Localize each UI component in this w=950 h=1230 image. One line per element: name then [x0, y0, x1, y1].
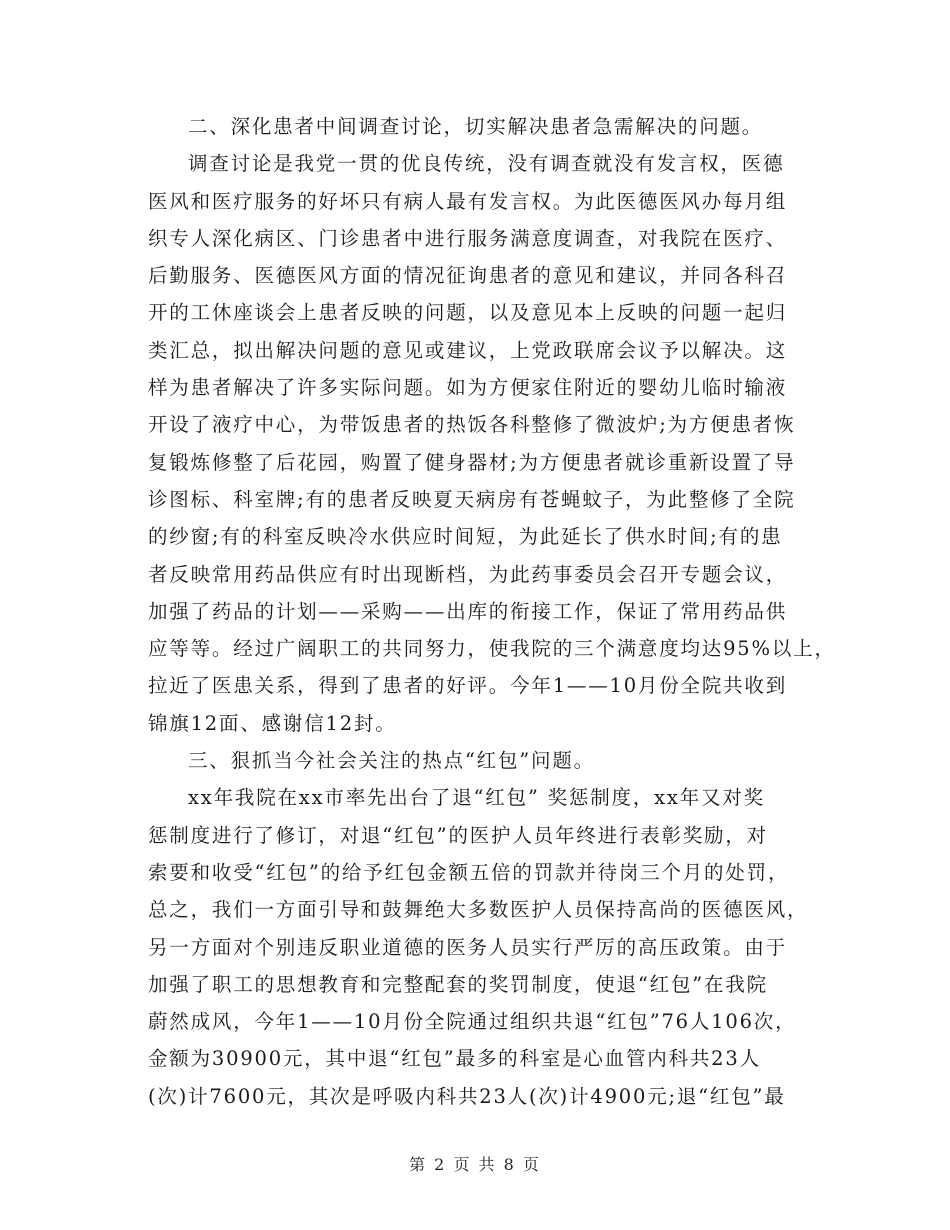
paragraph-line: 开的工休座谈会上患者反映的问题，以及意见本上反映的问题一起归 [148, 301, 788, 325]
section-heading-3: 三、狠抓当今社会关注的热点“红包”问题。 [188, 749, 595, 773]
section-heading-2: 二、深化患者中间调查讨论，切实解决患者急需解决的问题。 [188, 115, 764, 138]
paragraph-line: 总之，我们一方面引导和鼓舞绝大多数医护人员保持高尚的医德医风， [148, 898, 809, 922]
paragraph-line: 者反映常用药品供应有时出现断档，为此药事委员会召开专题会议， [148, 562, 788, 586]
paragraph-line: 类汇总，拟出解决问题的意见或建议，上党政联席会议予以解决。这 [148, 338, 788, 362]
paragraph-line: 诊图标、科室牌;有的患者反映夏天病房有苍蝇蚊子，为此整修了全院 [148, 487, 796, 511]
paragraph-line: 样为患者解决了许多实际问题。如为方便家住附近的婴幼儿临时输液 [148, 376, 788, 400]
paragraph-line: 拉近了医患关系，得到了患者的好评。今年1——10月份全院共收到 [148, 674, 788, 698]
paragraph-line: 锦旗12面、感谢信12封。 [148, 711, 397, 735]
paragraph-line: 加强了职工的思想教育和完整配套的奖罚制度，使退“红包”在我院 [148, 972, 768, 996]
paragraph-line: xx年我院在xx市率先出台了退“红包” 奖惩制度，xx年又对奖 [188, 786, 765, 810]
page-number-footer: 第 2 页 共 8 页 [409, 1155, 541, 1174]
paragraph-line: 复锻炼修整了后花园，购置了健身器材;为方便患者就诊重新设置了导 [148, 450, 796, 474]
paragraph-line: 织专人深化病区、门诊患者中进行服务满意度调查，对我院在医疗、 [148, 226, 788, 250]
paragraph-line: 调查讨论是我党一贯的优良传统，没有调查就没有发言权，医德 [188, 152, 785, 176]
paragraph-line: 惩制度进行了修订，对退“红包”的医护人员年终进行表彰奖励，对 [148, 823, 768, 847]
paragraph-line: 开设了液疗中心，为带饭患者的热饭各科整修了微波炉;为方便患者恢 [148, 413, 796, 437]
paragraph-line: 应等等。经过广阔职工的共同努力，使我院的三个满意度均达95%以上， [148, 637, 836, 661]
paragraph-line: 金额为30900元，其中退“红包”最多的科室是心血管内科共23人 [148, 1047, 761, 1071]
paragraph-line: 加强了药品的计划——采购——出库的衔接工作，保证了常用药品供 [148, 599, 787, 623]
paragraph-line: 后勤服务、医德医风方面的情况征询患者的意见和建议，并同各科召 [148, 264, 788, 288]
paragraph-line: 另一方面对个别违反职业道德的医务人员实行严厉的高压政策。由于 [148, 935, 788, 959]
paragraph-line: 索要和收受“红包”的给予红包金额五倍的罚款并待岗三个月的处罚， [148, 860, 790, 884]
paragraph-line: 蔚然成风，今年1——10月份全院通过组织共退“红包”76人106次， [148, 1010, 797, 1034]
paragraph-line: 医风和医疗服务的好坏只有病人最有发言权。为此医德医风办每月组 [148, 189, 788, 213]
document-body [148, 108, 838, 1115]
paragraph-line: 的纱窗;有的科室反映冷水供应时间短，为此延长了供水时间;有的患 [148, 525, 783, 549]
paragraph-line: (次)计7600元，其次是呼吸内科共23人(次)计4900元;退“红包”最 [148, 1084, 786, 1108]
